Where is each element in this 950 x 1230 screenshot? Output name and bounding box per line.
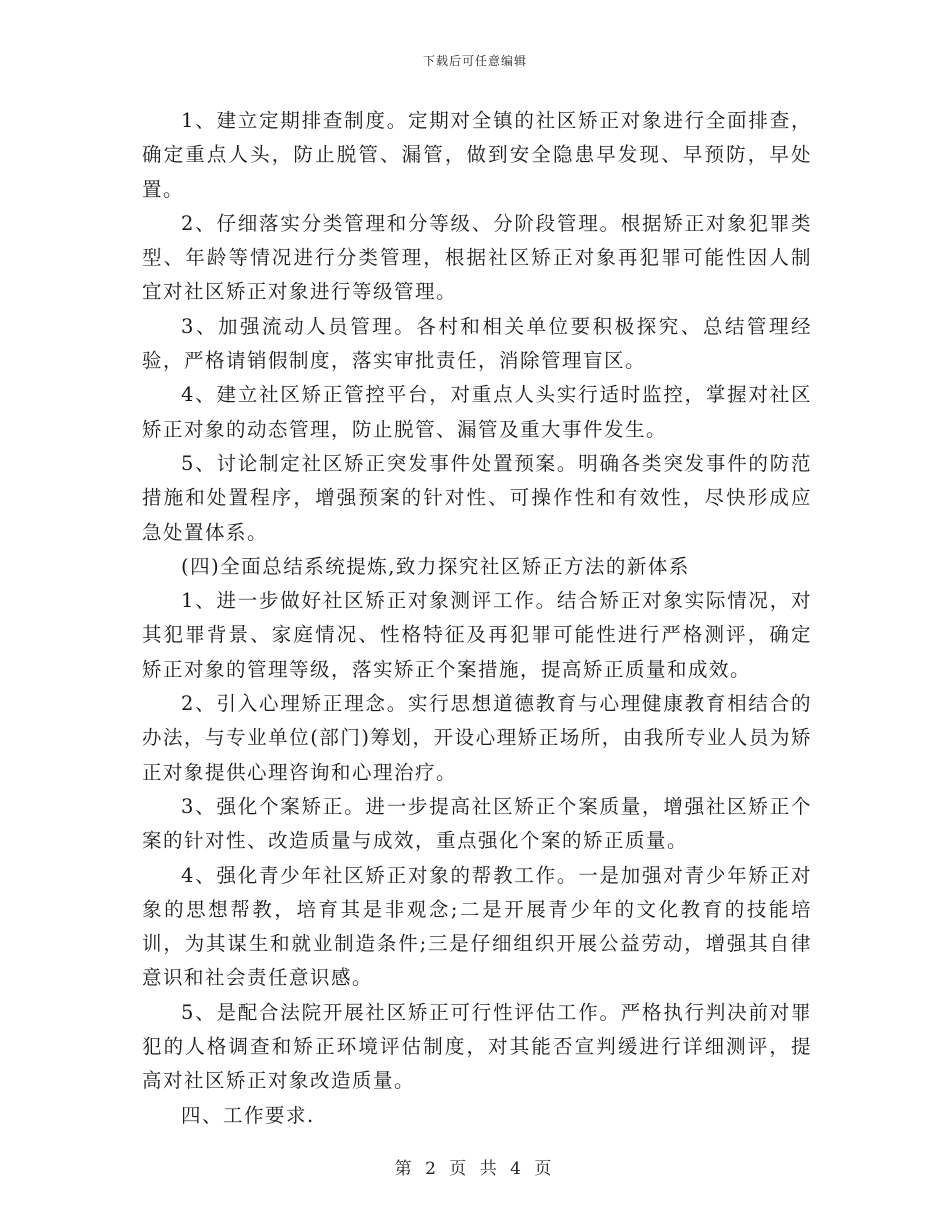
paragraph-7: 2、引入心理矫正理念。实行思想道德教育与心理健康教育相结合的办法，与专业单位(部门)筹划，开设心理矫正场所，由我所专业人员为矫正对象提供心理咨询和心理治疗。 [142, 692, 812, 784]
section-heading: (四)全面总结系统提炼,致力探究社区矫正方法的新体系 [181, 554, 690, 578]
paragraph-4: 4、建立社区矫正管控平台，对重点人头实行适时监控，掌握对社区矫正对象的动态管理，防止脱管、漏管及重大事件发生。 [142, 383, 812, 441]
paragraph-8: 3、强化个案矫正。进一步提高社区矫正个案质量，增强社区矫正个案的针对性、改造质量与成效，重点强化个案的矫正质量。 [142, 794, 812, 853]
paragraph-3: 3、加强流动人员管理。各村和相关单位要积极探究、总结管理经验，严格请销假制度，落实审批责任，消除管理盲区。 [142, 314, 812, 373]
paragraph-10: 5、是配合法院开展社区矫正可行性评估工作。严格执行判决前对罪犯的人格调查和矫正环境评估制度，对其能否宣判缓进行详细测评，提高对社区矫正对象改造质量。 [142, 1000, 812, 1093]
section-heading-requirements: 四、工作要求. [181, 1103, 315, 1127]
document-body [142, 104, 812, 1133]
paragraph-9: 4、强化青少年社区矫正对象的帮教工作。一是加强对青少年矫正对象的思想帮教，培育其是非观念;二是开展青少年的文化教育的技能培训，为其谋生和就业制造条件;三是仔细组织开展公益劳动，增强其自律意识和社会责任意识感。 [142, 863, 812, 990]
page-header: 下载后可任意编辑 [422, 54, 527, 68]
paragraph-2: 2、仔细落实分类管理和分等级、分阶段管理。根据矫正对象犯罪类型、年龄等情况进行分类管理，根据社区矫正对象再犯罪可能性因人制宜对社区矫正对象进行等级管理。 [142, 211, 812, 304]
paragraph-1: 1、建立定期排查制度。定期对全镇的社区矫正对象进行全面排查，确定重点人头，防止脱管、漏管，做到安全隐患早发现、早预防，早处置。 [142, 109, 812, 201]
paragraph-6: 1、进一步做好社区矫正对象测评工作。结合矫正对象实际情况，对其犯罪背景、家庭情况、性格特征及再犯罪可能性进行严格测评，确定矫正对象的管理等级，落实矫正个案措施，提高矫正质量和成效。 [142, 589, 812, 681]
paragraph-5: 5、讨论制定社区矫正突发事件处置预案。明确各类突发事件的防范措施和处置程序，增强预案的针对性、可操作性和有效性，尽快形成应急处置体系。 [142, 451, 812, 544]
page-number-footer: 第 2 页 共 4 页 [394, 1159, 556, 1179]
